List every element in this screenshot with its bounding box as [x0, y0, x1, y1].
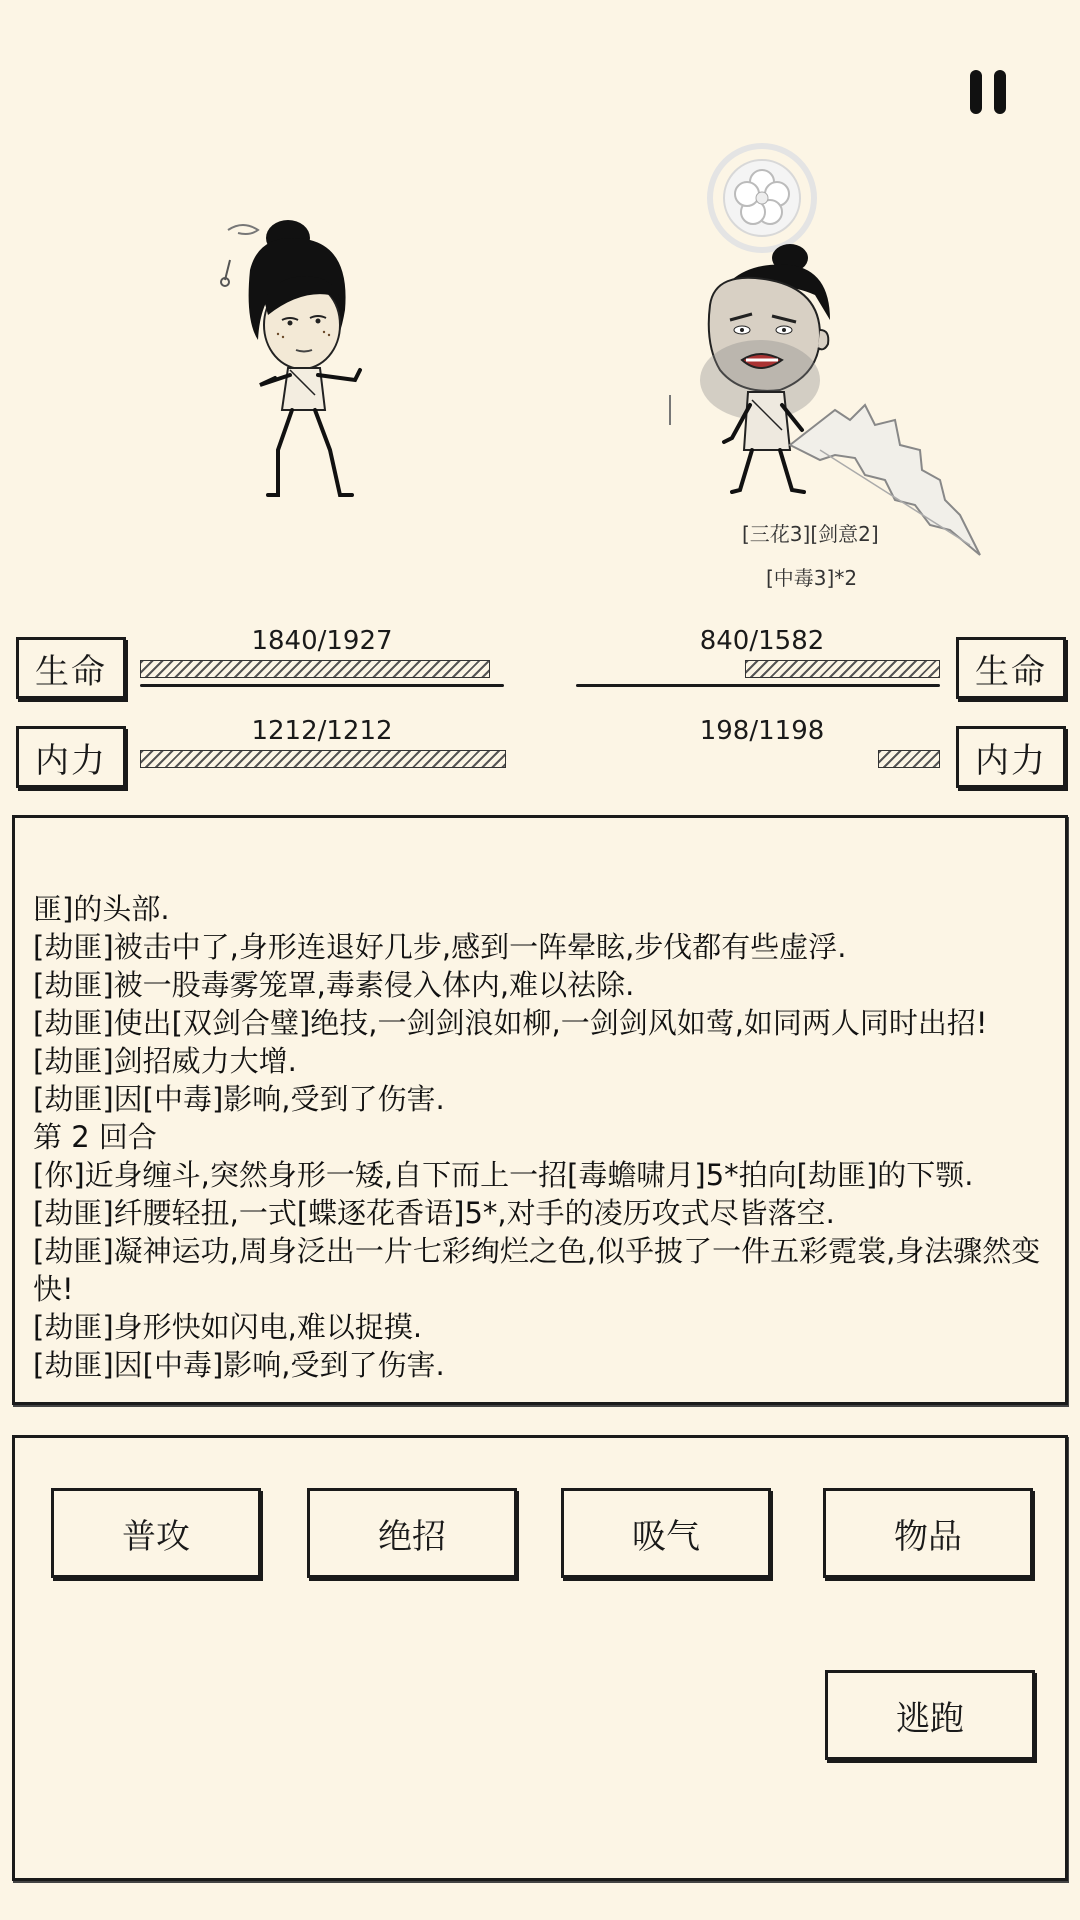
player-mp-fill — [140, 750, 506, 768]
items-button[interactable]: 物品 — [823, 1488, 1033, 1578]
enemy-mp-bar — [576, 750, 940, 772]
player-hp-label: 生命 — [16, 637, 126, 699]
ultimate-button[interactable]: 绝招 — [307, 1488, 517, 1578]
log-round-header: 第 2 回合 — [33, 1120, 157, 1154]
flee-button[interactable]: 逃跑 — [825, 1670, 1035, 1760]
log-line: [劫匪]被击中了,身形连退好几步,感到一阵晕眩,步伐都有些虚浮. — [33, 930, 847, 964]
enemy-hp-track — [576, 684, 940, 687]
player-mp-bar — [140, 750, 504, 772]
log-line: [劫匪]被一股毒雾笼罩,毒素侵入体内,难以祛除. — [33, 968, 635, 1002]
log-line: [你]近身缠斗,突然身形一矮,自下而上一招[毒蟾啸月]5*拍向[劫匪]的下颚. — [33, 1158, 974, 1192]
action-panel — [12, 1435, 1068, 1881]
enemy-mp-label: 内力 — [956, 726, 1066, 788]
enemy-hp-fill — [745, 660, 940, 678]
log-line: [劫匪]纤腰轻扭,一式[蝶逐花香语]5*,对手的凌历攻式尽皆落空. — [33, 1196, 835, 1230]
enemy-hp-bar — [576, 660, 940, 690]
player-hp-fill — [140, 660, 490, 678]
enemy-status-buffs: [三花3][剑意2] — [742, 522, 879, 546]
pause-button[interactable] — [968, 70, 1010, 114]
pause-bar-left — [970, 70, 982, 114]
enemy-hp-label: 生命 — [956, 637, 1066, 699]
player-hp-value: 1840/1927 — [251, 626, 393, 656]
enemy-mp-fill — [878, 750, 940, 768]
log-line: [劫匪]剑招威力大增. — [33, 1044, 297, 1078]
log-line: [劫匪]因[中毒]影响,受到了伤害. — [33, 1348, 445, 1382]
attack-button[interactable]: 普攻 — [51, 1488, 261, 1578]
battle-log[interactable] — [12, 815, 1068, 1405]
player-hp-track — [140, 684, 504, 687]
player-hp-bar — [140, 660, 504, 690]
enemy-status-poison: [中毒3]*2 — [766, 566, 858, 590]
breathe-button[interactable]: 吸气 — [561, 1488, 771, 1578]
player-mp-value: 1212/1212 — [251, 716, 393, 746]
battle-log-lines — [33, 890, 1047, 1384]
log-line: [劫匪]身形快如闪电,难以捉摸. — [33, 1310, 423, 1344]
log-line: [劫匪]凝神运功,周身泛出一片七彩绚烂之色,似乎披了一件五彩霓裳,身法骤然变快! — [33, 1234, 1041, 1306]
player-mp-label: 内力 — [16, 726, 126, 788]
enemy-mp-value: 198/1198 — [699, 716, 825, 746]
log-line: 匪]的头部. — [33, 892, 170, 926]
enemy-character — [660, 120, 980, 580]
log-line: [劫匪]因[中毒]影响,受到了伤害. — [33, 1082, 445, 1116]
player-character — [220, 210, 420, 510]
pause-bar-right — [994, 70, 1006, 114]
enemy-hp-value: 840/1582 — [699, 626, 825, 656]
log-line: [劫匪]使出[双剑合璧]绝技,一剑剑浪如柳,一剑剑风如莺,如同两人同时出招! — [33, 1006, 988, 1040]
